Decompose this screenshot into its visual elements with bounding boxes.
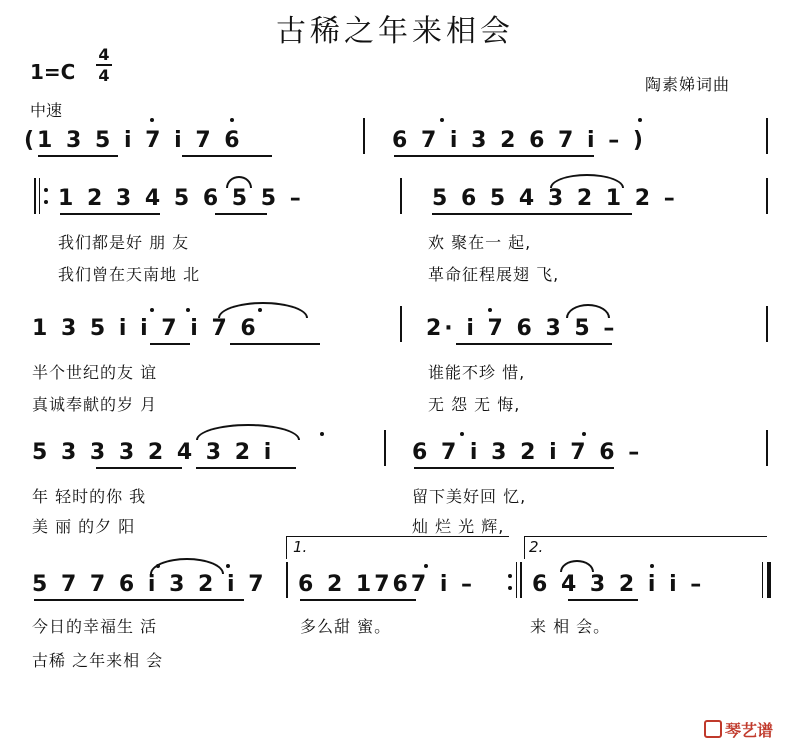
volta-number: 2. (529, 538, 544, 556)
line3-lyric-v2-a: 美 丽 的夕 阳 (32, 517, 136, 536)
line4-notes-1: 5 7 7 6 i 3 2 i 7 (32, 572, 267, 597)
time-signature-bottom: 4 (98, 66, 110, 85)
underline (456, 343, 612, 345)
volta-bracket-2 (524, 536, 767, 559)
volta-bracket-1 (286, 536, 509, 559)
tie-arc (196, 424, 300, 440)
final-bar-thin (762, 562, 763, 598)
line4-lyric-v1-a: 今日的幸福生 活 (32, 617, 158, 636)
line2-lyric-v1-b: 谁能不珍 惜, (428, 363, 526, 382)
composer-credit: 陶素娣词曲 (645, 75, 731, 94)
tie-arc (150, 558, 224, 574)
line1-notes-2: 5 6 5 4 3 2 1 2 – (432, 186, 678, 211)
repeat-start-bar-thin (39, 178, 40, 214)
logo-text: 琴艺谱 (725, 721, 774, 740)
high-dot (156, 564, 160, 568)
line4-lyric-v1-c: 来 相 会。 (530, 617, 611, 636)
repeat-end-bar-thin (516, 562, 517, 598)
underline (300, 599, 416, 601)
line1-lyric-v2-b: 革命征程展翅 飞, (428, 265, 560, 284)
final-bar-thick (767, 562, 771, 598)
line1-lyric-v2-a: 我们曾在天南地 北 (58, 265, 201, 284)
high-dot (638, 118, 642, 122)
tie-arc (566, 304, 610, 318)
underline (215, 213, 267, 215)
high-dot (650, 564, 654, 568)
barline (766, 306, 768, 342)
underline (414, 467, 614, 469)
time-signature-top: 4 (98, 45, 110, 64)
barline (384, 430, 386, 466)
underline (182, 155, 272, 157)
barline (766, 430, 768, 466)
barline (286, 562, 288, 598)
volta-number: 1. (293, 538, 308, 556)
high-dot (582, 432, 586, 436)
line1-notes-1: 1 2 3 4 5 6 5 5 – (58, 186, 304, 211)
line3-notes-2: 6 7 i 3 2 i 7 6 – (412, 440, 643, 465)
high-dot (320, 432, 324, 436)
barline (400, 178, 402, 214)
repeat-dot (44, 200, 48, 204)
tie-arc (226, 176, 252, 188)
intro-notes-1: (1 3 5 i 7 i 7 6 (24, 128, 243, 153)
line4-notes-3: 6 4 3 2 i i – (532, 572, 705, 597)
logo-icon (704, 720, 722, 738)
line2-lyric-v1-a: 半个世纪的友 谊 (32, 363, 158, 382)
line1-lyric-v1-a: 我们都是好 朋 友 (58, 233, 190, 252)
high-dot (230, 118, 234, 122)
line4-notes-2: 6 2 1767 i – (298, 572, 476, 597)
line3-lyric-v1-a: 年 轻时的你 我 (32, 487, 147, 506)
tie-arc (550, 174, 624, 188)
line2-notes-2: 2· i 7 6 3 5 – (426, 316, 618, 341)
repeat-dot (508, 586, 512, 590)
underline (432, 213, 632, 215)
underline (196, 467, 296, 469)
underline (568, 599, 638, 601)
line2-notes-1: 1 3 5 i i 7 i 7 6 (32, 316, 259, 341)
high-dot (424, 564, 428, 568)
key-signature: 1=C (30, 60, 76, 84)
high-dot (226, 564, 230, 568)
underline (230, 343, 320, 345)
barline (766, 178, 768, 214)
high-dot (460, 432, 464, 436)
tie-arc (218, 302, 308, 318)
high-dot (488, 308, 492, 312)
line3-lyric-v1-b: 留下美好回 忆, (412, 487, 527, 506)
line4-lyric-v1-b: 多么甜 蜜。 (300, 617, 392, 636)
barline (400, 306, 402, 342)
tempo-marking: 中速 (30, 101, 63, 120)
repeat-dot (508, 574, 512, 578)
barline (363, 118, 365, 154)
repeat-end-bar (520, 562, 522, 598)
underline (394, 155, 594, 157)
high-dot (186, 308, 190, 312)
line1-lyric-v1-b: 欢 聚在一 起, (428, 233, 532, 252)
barline (766, 118, 768, 154)
line2-lyric-v2-a: 真诚奉献的岁 月 (32, 395, 158, 414)
high-dot (150, 118, 154, 122)
repeat-dot (44, 188, 48, 192)
underline (60, 213, 160, 215)
high-dot (440, 118, 444, 122)
song-title: 古稀之年来相会 (276, 14, 514, 49)
underline (150, 343, 190, 345)
line4-lyric-v2-a: 古稀 之年来相 会 (32, 651, 164, 670)
line2-lyric-v2-b: 无 怨 无 悔, (428, 395, 521, 414)
high-dot (150, 308, 154, 312)
site-logo (704, 718, 773, 741)
time-signature (96, 46, 112, 84)
line3-lyric-v2-b: 灿 烂 光 辉, (412, 517, 505, 536)
underline (96, 467, 182, 469)
tie-arc (560, 560, 594, 572)
high-dot (258, 308, 262, 312)
intro-notes-2: 6 7 i 3 2 6 7 i – ) (392, 128, 646, 153)
repeat-start-bar (34, 178, 36, 214)
line3-notes-1: 5 3 3 3 2 4 3 2 i (32, 440, 275, 465)
underline (38, 155, 118, 157)
underline (34, 599, 244, 601)
